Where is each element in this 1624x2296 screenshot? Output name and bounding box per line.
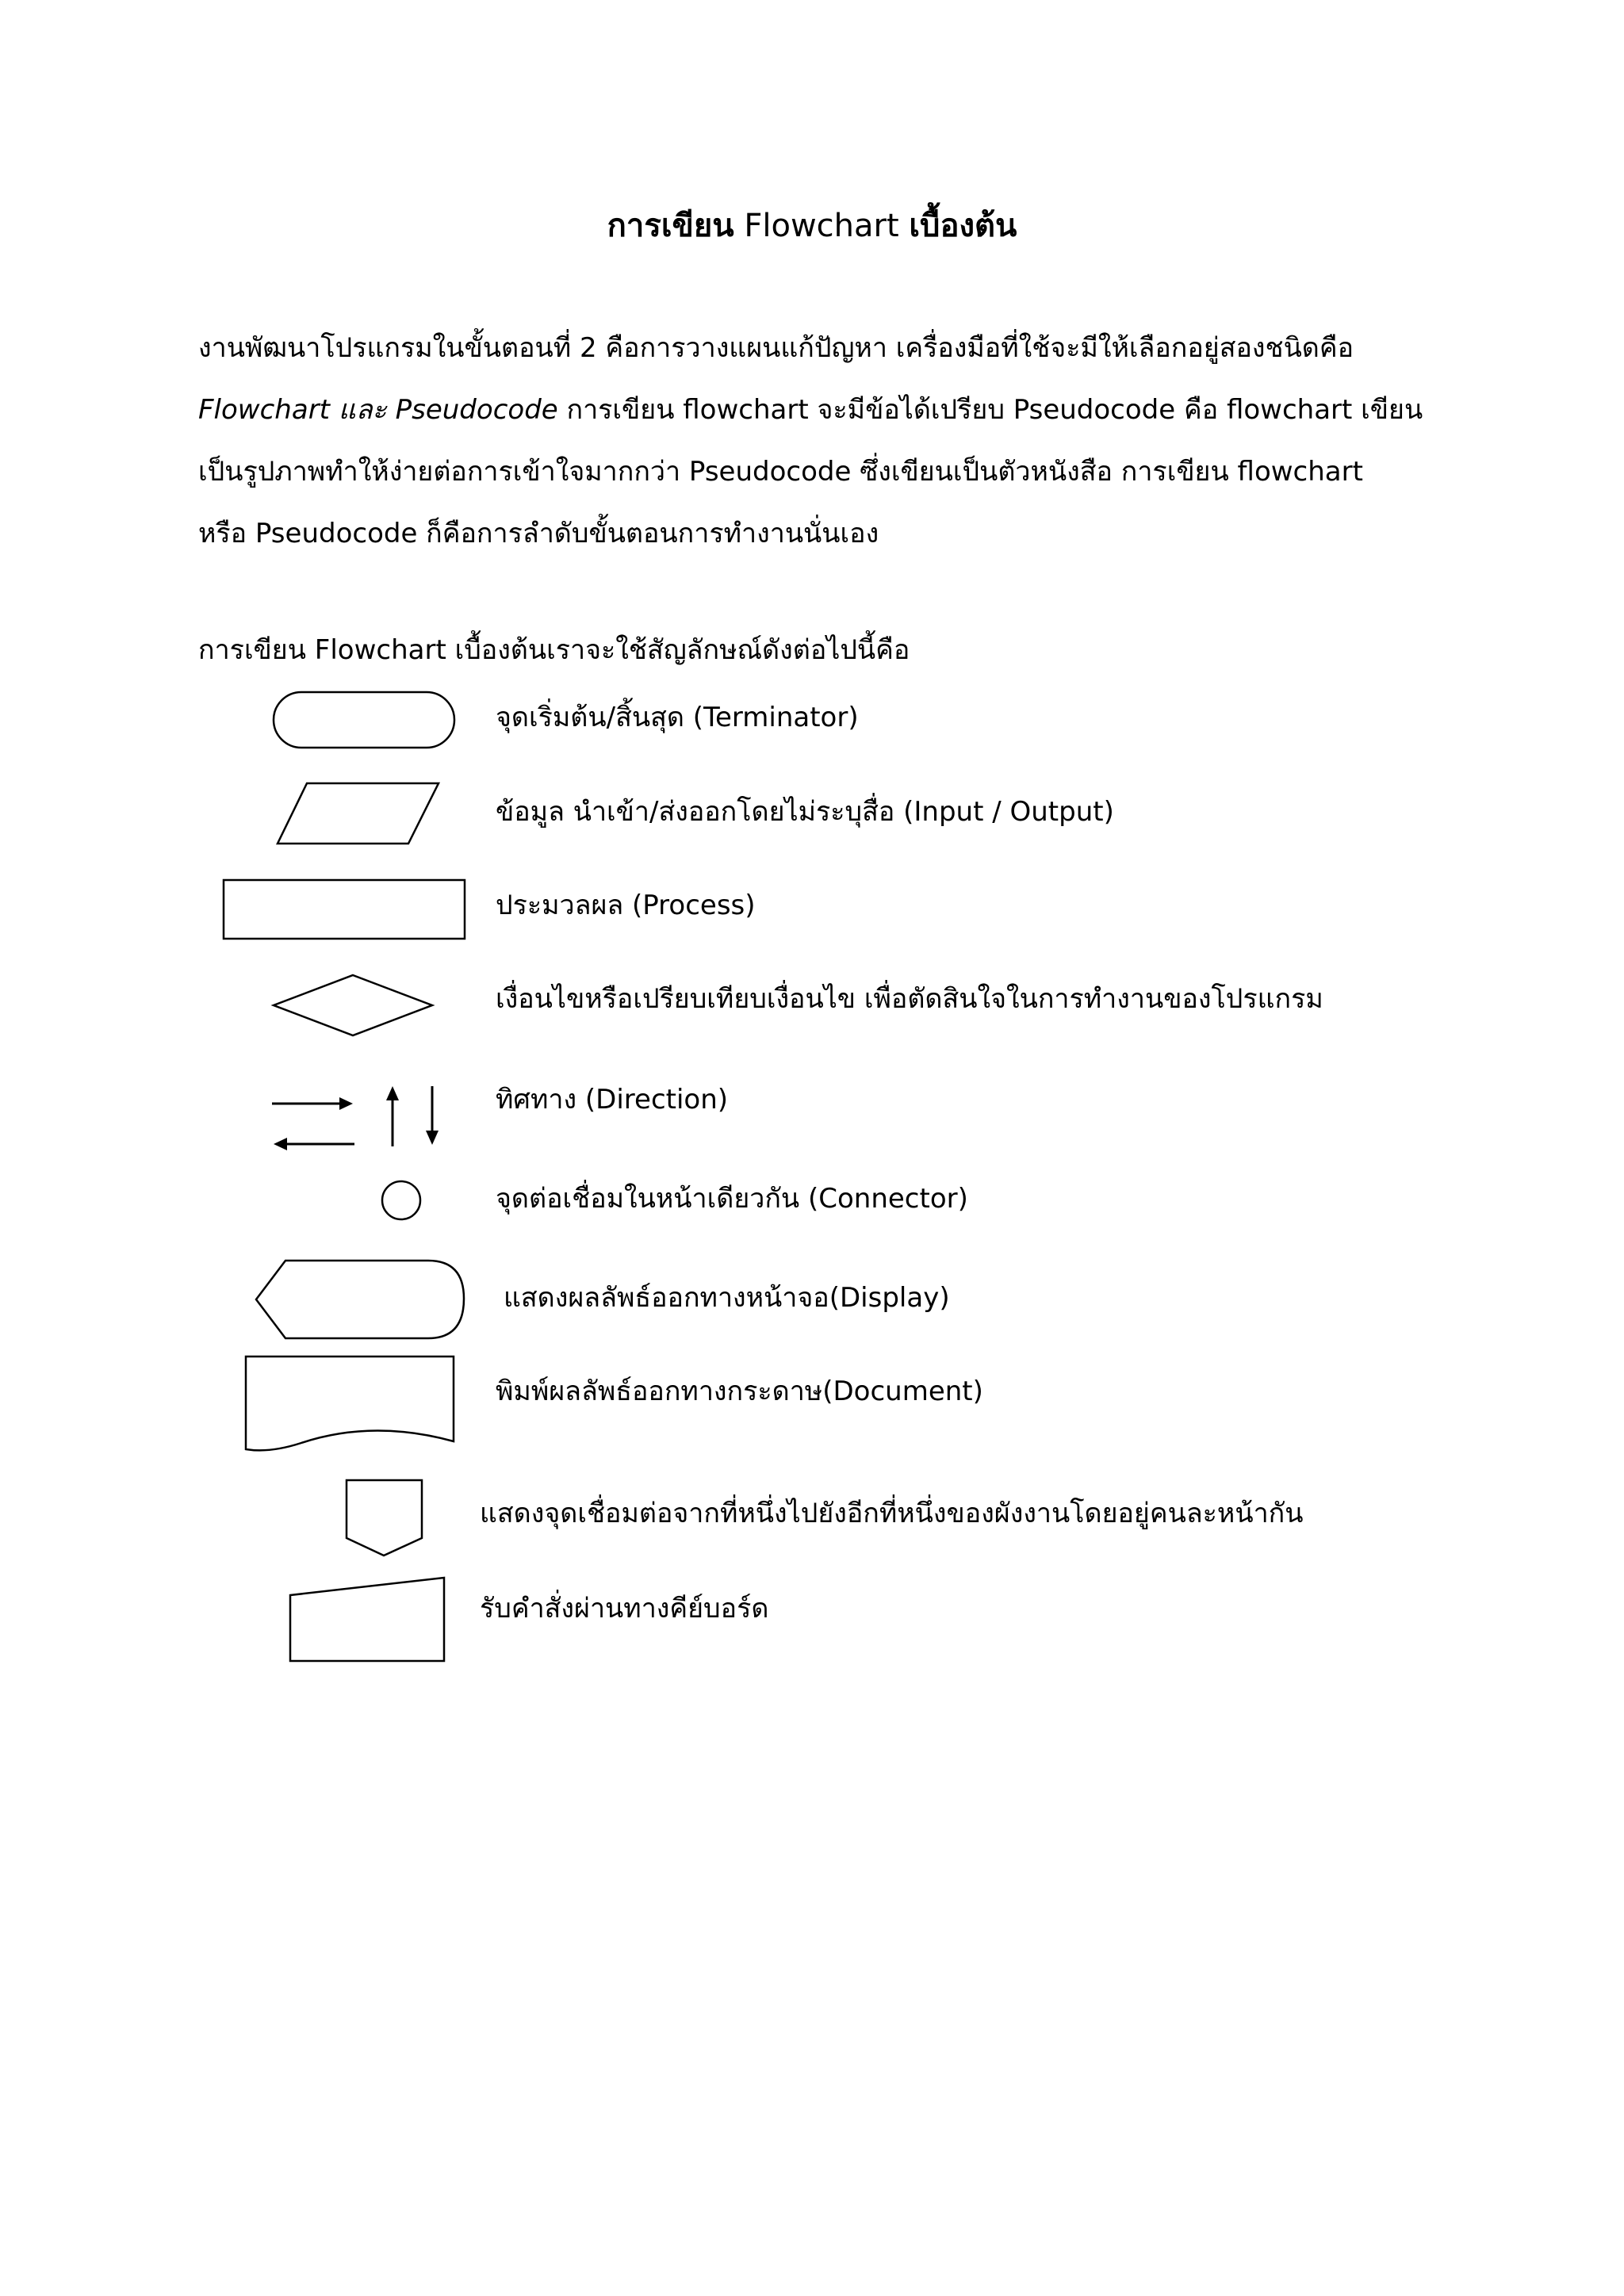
label-input-output: ข้อมูล นำเข้า/ส่งออกโดยไม่ระบุสื่อ (Input / Output) (496, 796, 1114, 828)
label-connector: จุดต่อเชื่อมในหน้าเดียวกัน (Connector) (496, 1183, 968, 1215)
intro-line-4: หรือ Pseudocode ก็คือการลำดับขั้นตอนการทำงานนั่นเอง (198, 518, 879, 549)
intro-line-1: งานพัฒนาโปรแกรมในขั้นตอนที่ 2 คือการวางแผนแก้ปัญหา เครื่องมือที่ใช้จะมีให้เลือกอยู่สองชนิดคือ (198, 332, 1354, 364)
intro-line-2-rest: การเขียน flowchart จะมีข้อได้เปรียบ Pseudocode คือ flowchart เขียน (557, 394, 1423, 426)
label-terminator: จุดเริ่มต้น/สิ้นสุด (Terminator) (496, 702, 859, 733)
off-page-connector-icon (347, 1480, 422, 1556)
manual-input-icon (290, 1578, 444, 1661)
intro-line-2-italic: Flowchart และ Pseudocode (198, 394, 558, 426)
label-off-page-connector: แสดงจุดเชื่อมต่อจากที่หนึ่งไปยังอีกที่หนึ่งของผังงานโดยอยู่คนละหน้ากัน (480, 1498, 1304, 1529)
input-output-icon (278, 783, 439, 844)
title-part-2: Flowchart (744, 208, 899, 244)
terminator-icon (274, 692, 454, 748)
connector-icon (382, 1181, 420, 1219)
label-direction: ทิศทาง (Direction) (496, 1084, 729, 1115)
label-document: พิมพ์ผลลัพธ์ออกทางกระดาษ(Document) (496, 1376, 983, 1407)
intro-line-3: เป็นรูปภาพทำให้ง่ายต่อการเข้าใจมากกว่า Pseudocode ซึ่งเขียนเป็นตัวหนังสือ การเขียน flowchart (198, 456, 1363, 488)
process-icon (224, 880, 465, 939)
display-icon (256, 1261, 464, 1338)
label-decision: เงื่อนไขหรือเปรียบเทียบเงื่อนไข เพื่อตัดสินใจในการทำงานของโปรแกรม (496, 983, 1323, 1015)
title-part-1: การเขียน (607, 208, 734, 244)
document-icon (246, 1357, 454, 1450)
direction-arrows-icon (272, 1086, 439, 1150)
decision-icon (274, 975, 432, 1035)
title-part-3: เบื้องต้น (909, 208, 1017, 244)
label-process: ประมวลผล (Process) (496, 890, 756, 921)
symbols-heading: การเขียน Flowchart เบื้องต้นเราจะใช้สัญลักษณ์ดังต่อไปนี้คือ (198, 634, 910, 666)
label-manual-input: รับคำสั่งผ่านทางคีย์บอร์ด (480, 1593, 769, 1624)
label-display: แสดงผลลัพธ์ออกทางหน้าจอ(Display) (504, 1282, 950, 1314)
